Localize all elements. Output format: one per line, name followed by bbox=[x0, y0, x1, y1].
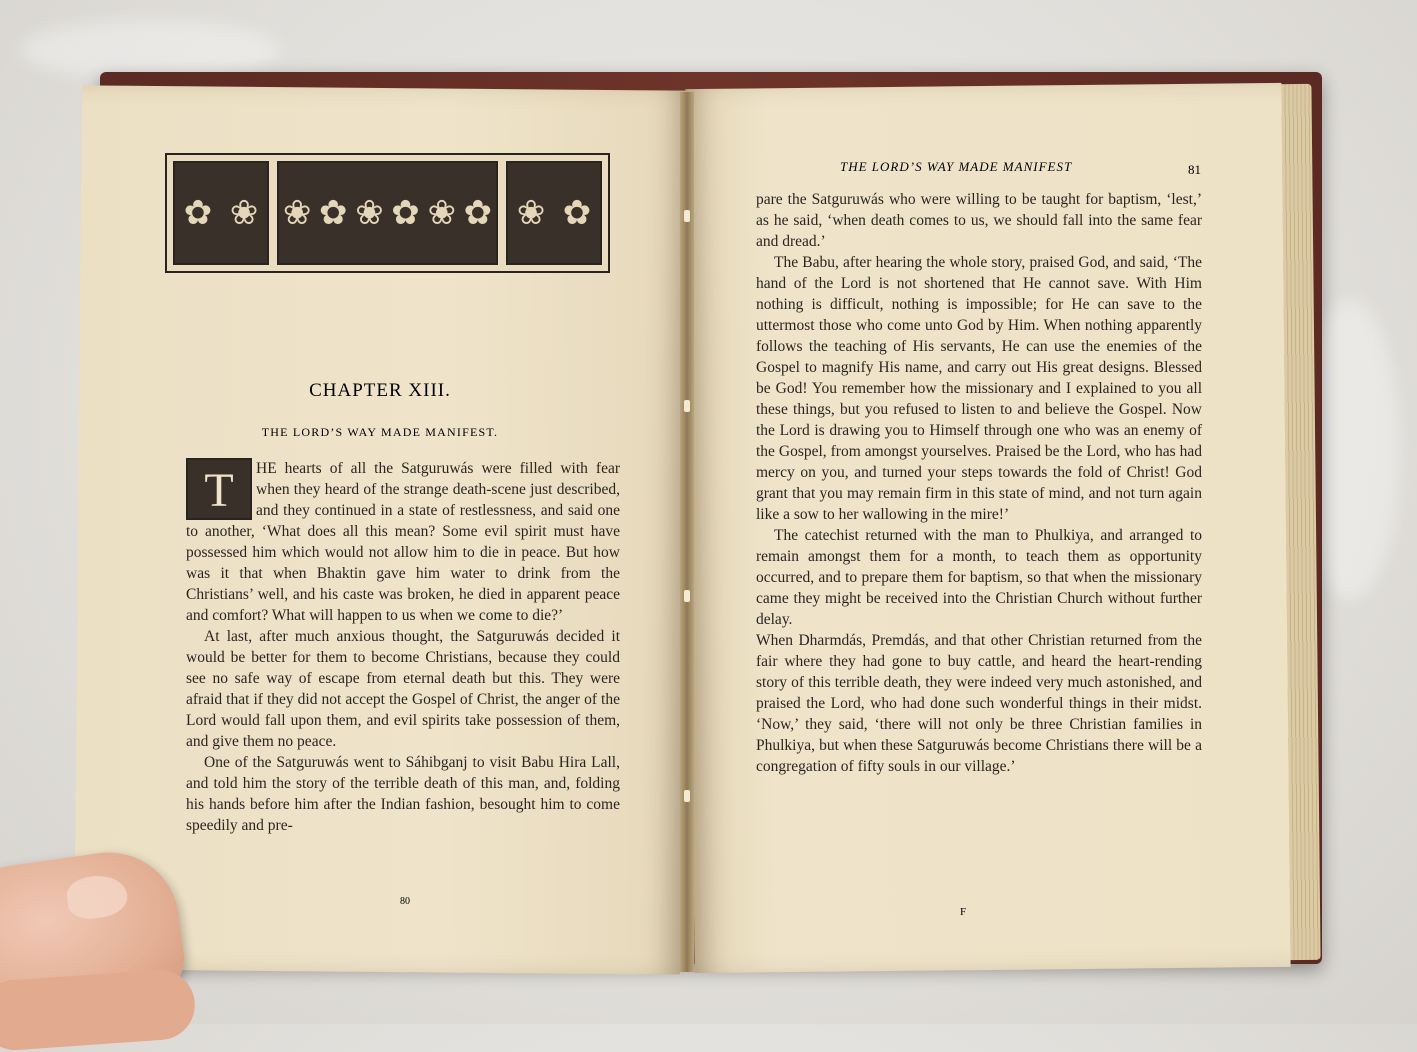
flower-icon: ✿ bbox=[318, 193, 348, 233]
book-gutter bbox=[680, 92, 694, 972]
left-page-text bbox=[186, 458, 620, 836]
flower-icon: ❀ bbox=[355, 193, 384, 233]
thumbnail-nail bbox=[65, 872, 130, 922]
chapter-subtitle: THE LORD’S WAY MADE MANIFEST. bbox=[261, 425, 499, 439]
paragraph: The Babu, after hearing the whole story, praised God, and said, ‘The hand of the Lord is not shortened that He cannot save. With Him nothing is difficult, nothing is impossible; for He can save to the uttermost those who come unto God by Him. When nothing apparently follows the teaching of His servants, He can use the enemies of the Gospel to magnify His name, and carry out His great designs. Blessed be God! You remember how the missionary and I explained to you all these things, but you refused to listen to and believe the Gospel. Now the Lord is drawing you to Himself through one who was an enemy of the Gospel, from amongst yourselves. Praised be the Lord, who has had mercy on you, and turned your steps towards the fold of Christ! God grant that you may remain firm in this state of mind, and not turn again like a sow to her wallowing in the mire!’ bbox=[756, 254, 1202, 523]
right-page-text bbox=[756, 189, 1202, 777]
page-number-left: 80 bbox=[400, 896, 410, 907]
flower-icon: ❀ bbox=[282, 193, 312, 233]
flower-icon: ❀ bbox=[516, 193, 546, 233]
drop-cap: T bbox=[186, 458, 252, 520]
flower-icon: ✿ bbox=[463, 193, 493, 233]
chapter-title: CHAPTER XIII. bbox=[309, 380, 451, 401]
paragraph bbox=[186, 458, 620, 626]
chapter-ornament bbox=[165, 153, 610, 273]
page-number-right: 81 bbox=[1188, 162, 1201, 177]
paragraph: pare the Satguruwás who were willing to be taught for baptism, ‘lest,’ as he said, ‘when death comes to us, we should fall into the same fear and dread.’ bbox=[756, 191, 1202, 250]
flower-icon: ✿ bbox=[183, 193, 213, 233]
ornament-panel-center bbox=[277, 161, 498, 265]
paragraph: At last, after much anxious thought, the Satguruwás decided it would be better for them to become Christians, because they could see no safe way of escape from eternal death but this. They were afraid that if they did not accept the Gospel of Christ, the anger of the Lord would fall upon them, and evil spirits take possession of them, and give them no peace. bbox=[186, 628, 620, 750]
paragraph-text: HE hearts of all the Satguruwás were filled with fear when they heard of the strange death-scene just described, and they continued in a state of restlessness, and said one to another, ‘What does all this mean? Some evil spirit must have possessed him which would not allow him to die in peace. But how was it that when Bhaktin gave him water to drink from the Christians’ well, and his caste was broken, he died in apparent peace and comfort? What will happen to us when we come to die?’ bbox=[186, 460, 620, 624]
paragraph: The catechist returned with the man to Phulkiya, and arranged to remain amongst them for a month, to teach them as opportunity occurred, and to prepare them for baptism, so that when the missionary came they might be received into the Christian Church without further delay. bbox=[756, 527, 1202, 628]
binding-stitch bbox=[684, 400, 690, 412]
binding-stitch bbox=[684, 590, 690, 602]
binding-stitch bbox=[684, 790, 690, 802]
flower-icon: ✿ bbox=[391, 193, 420, 233]
flower-icon: ❀ bbox=[427, 193, 456, 233]
signature-mark: F bbox=[960, 906, 967, 918]
ornament-panel-left bbox=[173, 161, 269, 265]
cloth-fold bbox=[20, 20, 280, 80]
flower-icon: ❀ bbox=[229, 193, 259, 233]
paragraph: When Dharmdás, Premdás, and that other Christian returned from the fair where they had gone to buy cattle, and heard the heart-rending story of this terrible death, they were indeed very much astonished, and praised the Lord, who had done such wonderful things in their midst. ‘Now,’ they said, ‘there will not only be three Christian families in Phulkiya, but when these Satguruwás become Christians there will be a congregation of fifty souls in our village.’ bbox=[756, 632, 1202, 775]
running-head: THE LORD’S WAY MADE MANIFEST bbox=[840, 159, 1073, 174]
binding-stitch bbox=[684, 210, 690, 222]
finger bbox=[0, 968, 197, 1052]
ornament-panel-right bbox=[506, 161, 602, 265]
paragraph: One of the Satguruwás went to Sáhibganj to visit Babu Hira Lall, and told him the story of the terrible death of this man, and, folding his hands before him after the Indian fashion, besought him to come speedily and pre- bbox=[186, 754, 620, 834]
flower-icon: ✿ bbox=[562, 193, 592, 233]
